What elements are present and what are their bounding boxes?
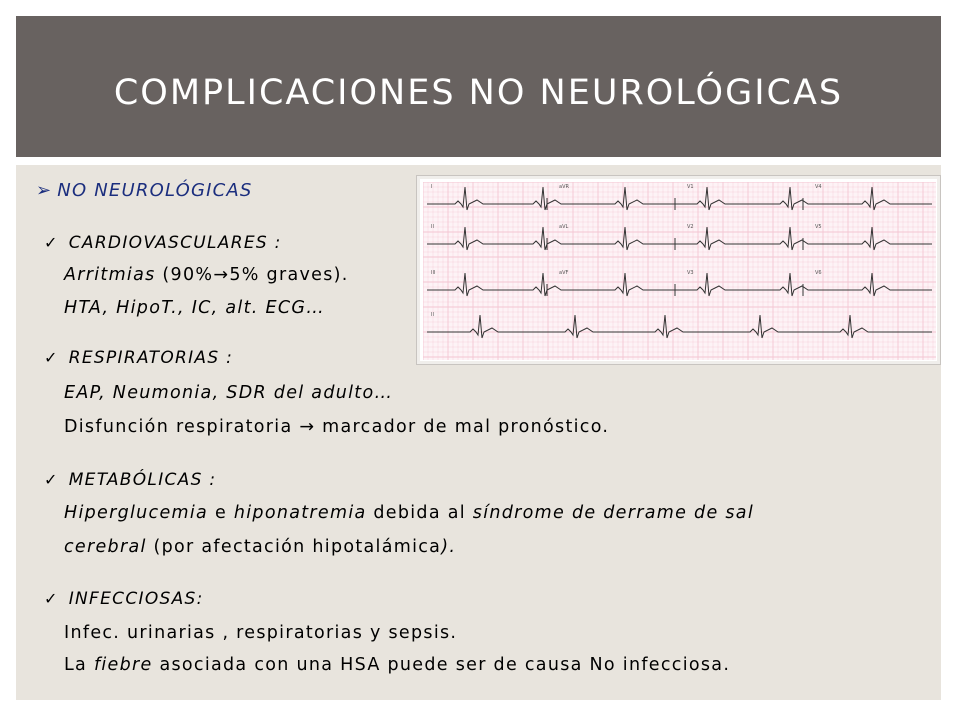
text-marcador: marcador de mal pronóstico. (315, 417, 610, 437)
text-debida: debida al (366, 503, 473, 523)
cardiovasculares-label: CARDIOVASCULARES : (68, 233, 282, 253)
text-afectacion: (por afectación hipotalámica (146, 537, 442, 557)
text-close: ). (441, 537, 457, 557)
ecg-lead-label: V2 (687, 224, 694, 230)
ecg-lead-label: V3 (687, 270, 694, 276)
text-fiebre: fiebre (93, 655, 153, 675)
ecg-lead-label: II (431, 312, 434, 318)
ecg-lead-label: aVL (559, 224, 569, 230)
cardiovasculares-heading (44, 233, 282, 253)
slide-title: COMPLICACIONES NO NEUROLÓGICAS (113, 72, 844, 113)
text-disfuncion: Disfunción respiratoria (64, 417, 300, 437)
infecciosas-heading (44, 589, 204, 609)
ecg-lead-label: III (431, 270, 436, 276)
content-panel (16, 165, 941, 700)
section-heading (36, 180, 253, 201)
check-icon: ✓ (44, 348, 59, 367)
check-icon: ✓ (44, 589, 59, 608)
ecg-strip (423, 182, 936, 360)
metabolicas-label: METABÓLICAS : (68, 470, 217, 490)
ecg-lead-label: V5 (815, 224, 822, 230)
ecg-image (416, 175, 941, 365)
ecg-lead-label: V1 (687, 184, 694, 190)
respiratorias-line-2 (64, 417, 609, 437)
ecg-lead-label: V4 (815, 184, 822, 190)
cardiovasculares-line-2: HTA, HipoT., IC, alt. ECG… (64, 298, 326, 318)
metabolicas-line-1 (64, 503, 754, 523)
text-asociada: asociada con una HSA puede ser de causa No infecciosa. (152, 655, 731, 675)
text-cerebral: cerebral (64, 537, 147, 557)
ecg-lead-label: II (431, 224, 434, 230)
arrow-bullet-icon: ➢ (36, 180, 53, 201)
ecg-lead-label: V6 (815, 270, 822, 276)
respiratorias-line-1: EAP, Neumonia, SDR del adulto… (64, 383, 394, 403)
text-arritmias: Arritmias (64, 265, 156, 285)
infecciosas-line-1: Infec. urinarias , respiratorias y sepsis. (64, 623, 458, 643)
text-hiperglucemia: Hiperglucemia (64, 503, 209, 523)
infecciosas-line-2 (64, 655, 730, 675)
text-la: La (64, 655, 94, 675)
arrow-right-icon: → (299, 417, 316, 437)
text-hiponatremia: hiponatremia (233, 503, 367, 523)
respiratorias-label: RESPIRATORIAS : (68, 348, 234, 368)
arrow-right-icon: → (213, 265, 230, 285)
section-heading-label: NO NEUROLÓGICAS (57, 180, 253, 201)
ecg-lead-label: I (431, 184, 433, 190)
ecg-lead-label: aVF (559, 270, 569, 276)
ecg-lead-label: aVR (559, 184, 569, 190)
check-icon: ✓ (44, 233, 59, 252)
respiratorias-heading (44, 348, 233, 368)
infecciosas-label: INFECCIOSAS: (68, 589, 204, 609)
text-e: e (208, 503, 234, 523)
metabolicas-heading (44, 470, 216, 490)
metabolicas-line-2 (64, 537, 456, 557)
text-percent: (90% (155, 265, 214, 285)
ecg-paper (423, 182, 936, 360)
text-graves: 5% graves). (229, 265, 349, 285)
cardiovasculares-line-1 (64, 265, 349, 285)
check-icon: ✓ (44, 470, 59, 489)
text-sindrome: síndrome de derrame de sal (472, 503, 754, 523)
title-bar (16, 16, 941, 157)
